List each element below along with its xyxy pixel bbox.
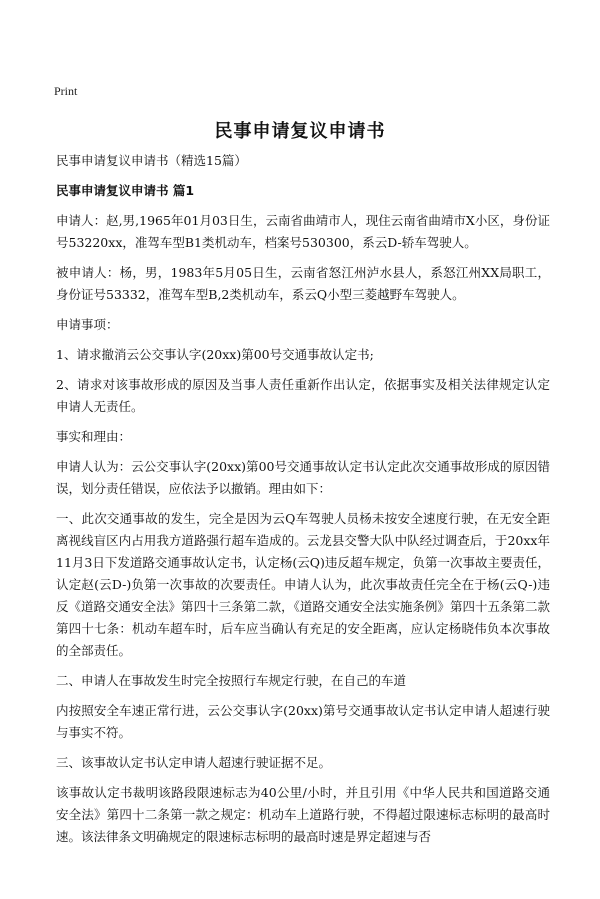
print-label: Print [54, 84, 78, 98]
paragraph-reason-3-detail: 该事故认定书裁明该路段限速标志为40公里/小时，并且引用《中华人民共和国道路交通安全法》第四十二条第一款之规定：机动车上道路行驶，不得超过限速标志标明的最高时速。该法律条文明确规定的限速标志标明的最高时速是界定超速与否 [56, 785, 550, 844]
paragraph-applicant: 申请人：赵,男,1965年01月03日生，云南省曲靖市人，现住云南省曲靖市X小区，身份证号53220xx，准驾车型B1类机动车，档案号530300，系云D-轿车驾驶人。 [56, 213, 550, 250]
paragraph-respondent: 被申请人：杨，男，1983年5月05日生，云南省怒江州泸水县人，系怒江州XX局职工，身份证号53332，准驾车型B,2类机动车，系云Q小型三菱越野车驾驶人。 [56, 265, 550, 302]
paragraph-reason-1: 一、此次交通事故的发生，完全是因为云Q车驾驶人员杨未按安全速度行驶，在无安全距离视线盲区内占用我方道路强行超车造成的。云龙县交警大队中队经过调查后，于20xx年11月3日下发道路交通事故认定书，认定杨(云Q)违反超车规定，负第一次事故主要责任，认定赵(云D-)负第一次事故的次要责任。申请人认为，此次事故责任完全在于杨(云Q-)违反《道路交通安全法》第四十三条第二款，《道路交通安全法实施条例》第四十五条第二款第四十七条：机动车超车时，后车应当确认有充足的安全距离，应认定杨晓伟负本次事故的全部责任。 [56, 511, 550, 658]
paragraph-request-heading: 申请事项： [56, 317, 119, 332]
paragraph-request-1: 1、请求撤消云公交事认字(20xx)第00号交通事故认定书; [56, 347, 374, 362]
paragraph-facts-intro: 申请人认为：云公交事认字(20xx)第00号交通事故认定书认定此次交通事故形成的原因错误，划分责任错误，应依法予以撤销。理由如下： [56, 459, 550, 496]
document-title: 民事申请复议申请书 [214, 121, 386, 142]
section-heading: 民事申请复议申请书 篇1 [56, 183, 195, 198]
paragraph-request-2: 2、请求对该事故形成的原因及当事人责任重新作出认定，依据事实及相关法律规定认定申请人无责任。 [56, 377, 550, 414]
paragraph-reason-2: 二、申请人在事故发生时完全按照行车规定行驶，在自己的车道 [56, 673, 407, 688]
paragraph-reason-3: 三、该事故认定书认定申请人超速行驶证据不足。 [56, 755, 332, 770]
document-subtitle: 民事申请复议申请书（精选15篇） [56, 153, 247, 168]
paragraph-facts-heading: 事实和理由： [56, 429, 132, 444]
document-body [56, 150, 550, 856]
paragraph-reason-2-cont: 内按照安全车速正常行进，云公交事认字(20xx)第号交通事故认定书认定申请人超速行驶与事实不符。 [56, 703, 550, 740]
